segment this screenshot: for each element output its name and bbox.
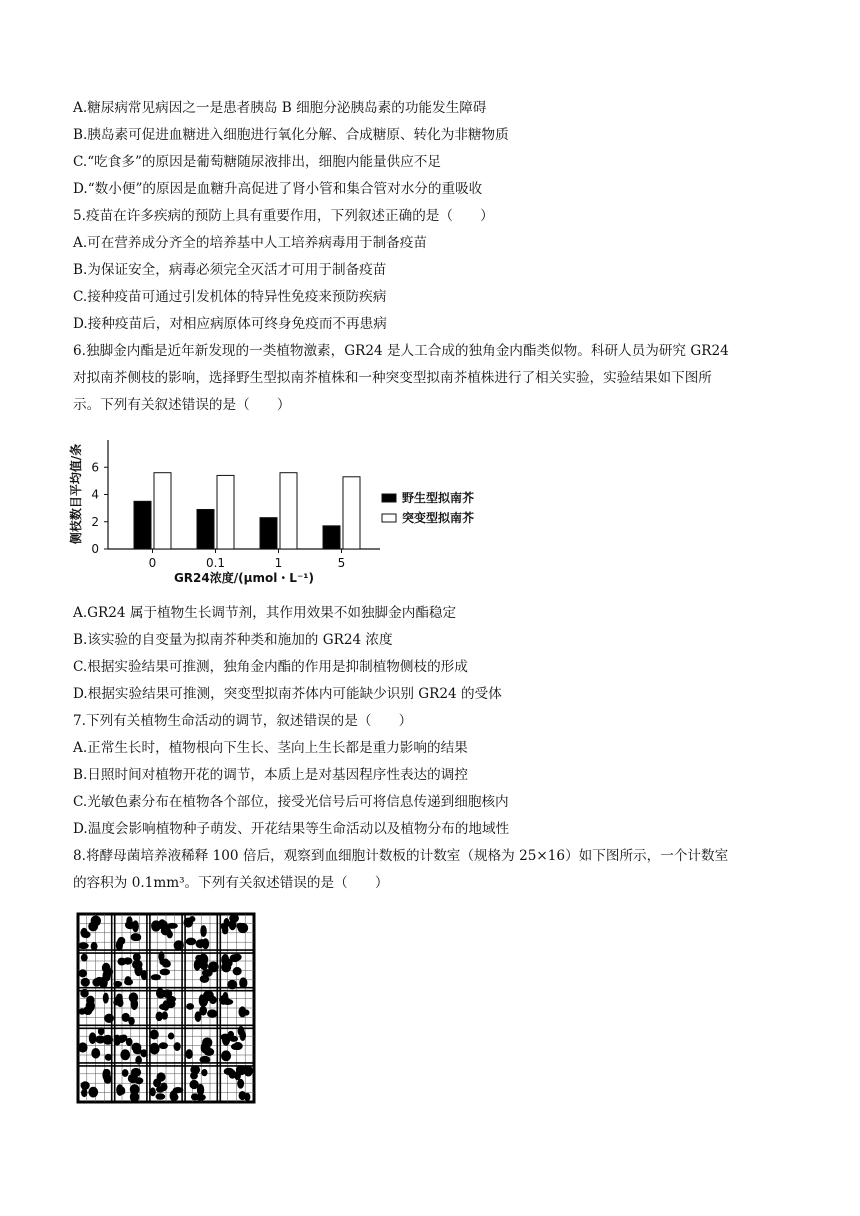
counting-chamber-grid: [78, 914, 254, 1103]
yeast-cell: [135, 1077, 144, 1084]
legend-label: 突变型拟南芥: [402, 511, 475, 525]
yeast-cell: [159, 1042, 168, 1049]
yeast-cell: [105, 1054, 112, 1061]
yeast-cell: [117, 999, 124, 1007]
option-4b: B.胰岛素可促进血糖进入细胞进行氧化分解、合成糖原、转化为非糖物质: [73, 127, 509, 143]
yeast-cell: [233, 1042, 243, 1050]
yeast-cell: [227, 980, 237, 990]
yeast-cell: [118, 1035, 126, 1043]
yeast-cell: [81, 954, 88, 962]
yeast-cell: [151, 974, 161, 980]
x-tick-label: 5: [337, 556, 346, 570]
yeast-cell: [122, 1069, 129, 1077]
yeast-cell: [79, 1008, 85, 1015]
yeast-cell: [185, 1049, 192, 1059]
yeast-cell: [103, 993, 109, 1004]
yeast-cell: [222, 926, 229, 935]
yeast-cell: [131, 1068, 141, 1077]
option-6d: D.根据实验结果可推测，突变型拟南芥体内可能缺少识别 GR24 的受体: [73, 686, 502, 702]
yeast-cell: [81, 1089, 87, 1098]
question-6-stem-line3: 示。下列有关叙述错误的是（ ）: [73, 397, 291, 413]
yeast-cell: [86, 1000, 95, 1012]
yeast-cell: [122, 1013, 130, 1022]
yeast-cell: [162, 1000, 169, 1011]
yeast-cell: [186, 938, 196, 946]
question-8-stem-line1: 8.将酵母菌培养液稀释 100 倍后，观察到血细胞计数板的计数室（规格为 25×16）如下图所示，一个计数室: [73, 848, 729, 864]
yeast-cell: [81, 1081, 90, 1090]
yeast-cell: [95, 977, 103, 983]
yeast-cell: [141, 970, 148, 980]
yeast-cell: [200, 925, 206, 937]
yeast-cell: [162, 1011, 168, 1019]
chart-plot: [68, 440, 474, 585]
yeast-cell: [195, 1094, 206, 1101]
yeast-cell: [160, 969, 171, 976]
yeast-cell: [98, 1027, 105, 1035]
yeast-cell: [199, 1056, 210, 1064]
hemocytometer-image: [72, 908, 258, 1108]
yeast-cell: [244, 1093, 250, 1102]
yeast-cell: [78, 1042, 88, 1052]
yeast-cell: [234, 1071, 241, 1080]
bar-mutant: [343, 477, 360, 549]
yeast-cell: [114, 981, 123, 987]
bar-wild-type: [134, 501, 151, 549]
yeast-cell: [197, 939, 207, 946]
x-axis-label: GR24浓度/(μmol・L⁻¹): [173, 571, 315, 585]
question-7-stem: 7.下列有关植物生命活动的调节，叙述错误的是（ ）: [73, 713, 413, 729]
yeast-cell: [89, 1032, 97, 1044]
yeast-cell: [229, 914, 239, 923]
bar-chart: [68, 428, 488, 588]
yeast-cell: [82, 931, 90, 938]
yeast-cell: [130, 1084, 140, 1094]
yeast-cell: [167, 930, 173, 938]
yeast-cell: [155, 1093, 165, 1100]
option-4a: A.糖尿病常见病因之一是患者胰岛 B 细胞分泌胰岛素的功能发生障碍: [73, 100, 487, 116]
option-6c: C.根据实验结果可推测，独角金内酯的作用是抑制植物侧枝的形成: [73, 659, 468, 675]
bar-mutant: [154, 473, 171, 549]
question-8-stem-line2: 的容积为 0.1mm³。下列有关叙述错误的是（ ）: [73, 875, 389, 891]
yeast-cell: [81, 978, 90, 987]
yeast-cell: [130, 933, 141, 941]
yeast-cell: [199, 1006, 207, 1016]
yeast-cell: [135, 1056, 142, 1065]
yeast-cell: [201, 1069, 207, 1076]
yeast-cell: [174, 940, 184, 950]
y-axis-label: 侧枝数目平均值/条: [69, 443, 83, 545]
option-7d: D.温度会影响植物种子萌发、开花结果等生命活动以及植物分布的地域性: [73, 821, 510, 837]
yeast-cell: [88, 1087, 98, 1098]
yeast-cell: [237, 1079, 244, 1089]
yeast-cell: [244, 1066, 253, 1077]
yeast-cell: [200, 975, 210, 983]
yeast-cell: [79, 969, 87, 977]
yeast-cell: [202, 1037, 212, 1047]
yeast-cell: [119, 1087, 125, 1095]
yeast-cell: [95, 1036, 105, 1044]
yeast-cell: [88, 921, 98, 931]
question-6-stem-line2: 对拟南芥侧枝的影响，选择野生型拟南芥植株和一种突变型拟南芥植株进行了相关实验，实验结果如下图所: [73, 370, 712, 386]
yeast-cell: [91, 1048, 100, 1059]
yeast-cell: [163, 960, 171, 967]
legend-swatch: [382, 494, 396, 502]
option-7b: B.日照时间对植物开花的调节，本质上是对基因程序性表达的调控: [73, 767, 468, 783]
question-6-stem-line1: 6.独脚金内酯是近年新发现的一类植物激素，GR24 是人工合成的独角金内酯类似物。科研人员为研究 GR24: [73, 343, 729, 359]
yeast-cell: [126, 916, 132, 924]
option-6a: A.GR24 属于植物生长调节剂，其作用效果不如独脚金内酯稳定: [73, 605, 457, 621]
yeast-cell: [149, 1043, 159, 1055]
option-4c: C.“吃食多”的原因是葡萄糖随尿液排出，细胞内能量供应不足: [73, 154, 441, 170]
x-tick-label: 0.1: [205, 556, 226, 570]
yeast-cell: [116, 940, 123, 951]
yeast-cell: [222, 997, 230, 1004]
option-5d: D.接种疫苗后，对相应病原体可终身免疫而不再患病: [73, 316, 387, 332]
bar-wild-type: [323, 526, 340, 549]
x-tick-label: 0: [148, 556, 157, 570]
yeast-cell: [104, 968, 113, 976]
yeast-cell: [104, 1069, 111, 1078]
yeast-cell: [243, 1010, 249, 1016]
yeast-cell: [236, 923, 244, 929]
yeast-cell: [80, 989, 88, 998]
yeast-cell: [129, 992, 138, 1002]
yeast-cell: [156, 1072, 165, 1081]
yeast-cell: [207, 1009, 217, 1017]
yeast-cell: [233, 967, 242, 975]
yeast-cell: [189, 916, 195, 922]
yeast-cell: [173, 1087, 184, 1093]
legend-swatch: [382, 514, 396, 522]
yeast-cell: [150, 1030, 159, 1040]
yeast-cell: [168, 1033, 174, 1040]
yeast-cell: [200, 961, 208, 970]
yeast-cell: [167, 923, 178, 929]
yeast-cell: [221, 1050, 231, 1061]
yeast-cell: [174, 1042, 181, 1051]
option-5a: A.可在营养成分齐全的培养基中人工培养病毒用于制备疫苗: [73, 235, 427, 251]
bar-mutant: [280, 473, 297, 549]
bar-wild-type: [260, 518, 277, 549]
yeast-cell: [162, 989, 172, 998]
yeast-cell: [226, 959, 232, 967]
yeast-cell: [124, 979, 133, 986]
yeast-cell: [190, 1072, 198, 1080]
y-tick-label: 0: [91, 542, 99, 556]
option-6b: B.该实验的自变量为拟南芥种类和施加的 GR24 浓度: [73, 632, 393, 648]
bar-wild-type: [197, 509, 214, 549]
yeast-cell: [120, 1049, 130, 1060]
yeast-cell: [229, 1036, 238, 1042]
legend-label: 野生型拟南芥: [402, 491, 475, 505]
yeast-cell: [104, 1014, 114, 1023]
yeast-cell: [132, 960, 143, 970]
yeast-cell: [201, 995, 208, 1007]
yeast-cell: [237, 1026, 244, 1036]
question-5-stem: 5.疫苗在许多疾病的预防上具有重要作用，下列叙述正确的是（ ）: [73, 208, 494, 224]
option-5c: C.接种疫苗可通过引发机体的特异性免疫来预防疾病: [73, 289, 387, 305]
yeast-cell: [78, 942, 89, 949]
yeast-cell: [186, 1003, 194, 1010]
x-tick-label: 1: [274, 556, 283, 570]
yeast-cell: [150, 1087, 156, 1096]
yeast-cell: [239, 977, 247, 988]
y-tick-label: 4: [91, 487, 99, 502]
y-tick-label: 6: [91, 460, 99, 475]
option-4d: D.“数小便”的原因是血糖升高促进了肾小管和集合管对水分的重吸收: [73, 181, 483, 197]
y-tick-label: 2: [91, 514, 99, 529]
yeast-cell: [233, 954, 241, 961]
yeast-cell: [91, 942, 98, 951]
yeast-cell: [158, 919, 166, 929]
yeast-cell: [123, 957, 132, 964]
yeast-cell: [160, 1082, 167, 1091]
bar-mutant: [217, 475, 234, 549]
option-7a: A.正常生长时，植物根向下生长、茎向上生长都是重力影响的结果: [73, 740, 468, 756]
yeast-cell: [209, 996, 217, 1004]
option-7c: C.光敏色素分布在植物各个部位，接受光信号后可将信息传递到细胞核内: [73, 794, 509, 810]
option-5b: B.为保证安全，病毒必须完全灭活才可用于制备疫苗: [73, 262, 387, 278]
yeast-cell: [133, 1048, 142, 1054]
yeast-cell: [172, 1094, 179, 1101]
